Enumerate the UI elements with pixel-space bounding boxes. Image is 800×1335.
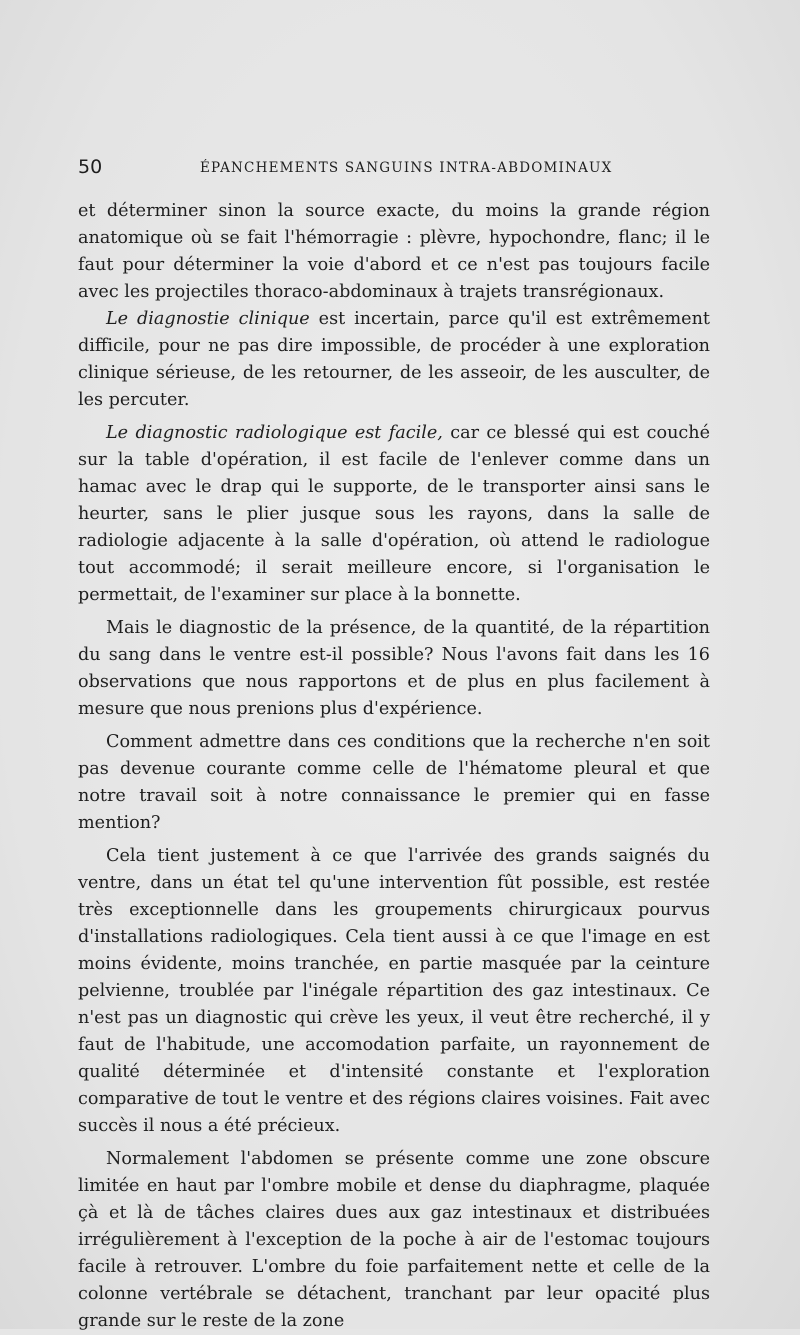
paragraph-text: est incertain, parce qu'il est extrêmement difficile, pour ne pas dire impossible, de procéder à une exploration clinique sérieuse, de les retourner, de les asseoir, de les ausculter, de les percuter. [78, 309, 710, 410]
paragraph-text: Mais le diagnostic de la présence, de la quantité, de la répartition du sang dans le ventre est-il possible? Nous l'avons fait dans les 16 observations que nous rapportons et de plus en plus facilement à mesure que nous prenions plus d'expérience. [78, 618, 710, 719]
paragraph-text: et déterminer sinon la source exacte, du moins la grande région anatomique où se fait l'hémorragie : plèvre, hypochondre, flanc; il le faut pour déterminer la voie d'abord et ce n'est pas toujours facile avec les projectiles thoraco-abdominaux à trajets transrégionaux. [78, 201, 710, 302]
page-header [78, 156, 710, 186]
page-number: 50 [78, 156, 103, 178]
paragraph-continuation [78, 198, 710, 306]
italic-heading: Le diagnostic radiologique est facile, [106, 423, 443, 443]
paragraph-text: car ce blessé qui est couché sur la table d'opération, il est facile de l'enlever comme dans un hamac avec le drap qui le supporte, de le transporter ainsi sans le heurter, sans le plier jusque sous les rayons, dans la salle de radiologie adjacente à la salle d'opération, où attend le radiologue tout accommodé; il serait meilleure encore, si l'organisation le permettait, de l'examiner sur place à la bonnette. [78, 423, 710, 605]
running-title: ÉPANCHEMENTS SANGUINS INTRA-ABDOMINAUX [200, 160, 613, 176]
body-text [78, 198, 710, 1335]
paragraph-normal-abdomen [78, 1146, 710, 1335]
paragraph-radiological-diagnosis [78, 420, 710, 609]
paragraph-clinical-diagnosis [78, 306, 710, 414]
paragraph-text: Comment admettre dans ces conditions que la recherche n'en soit pas devenue courante comme celle de l'hématome pleural et que notre travail soit à notre connaissance le premier qui en fasse mention? [78, 732, 710, 833]
paragraph-explanation [78, 843, 710, 1140]
paragraph-text: Normalement l'abdomen se présente comme une zone obscure limitée en haut par l'ombre mobile et dense du diaphragme, plaquée çà et là de tâches claires dues aux gaz intestinaux et distribuées irrégulièrement à l'exception de la poche à air de l'estomac toujours facile à retrouver. L'ombre du foie parfaitement nette et celle de la colonne vertébrale se détachent, tranchant par leur opacité plus grande sur le reste de la zone [78, 1149, 710, 1331]
paragraph-why-not-common [78, 729, 710, 837]
paragraph-text: Cela tient justement à ce que l'arrivée des grands saignés du ventre, dans un état tel qu'une intervention fût possible, est restée très exceptionnelle dans les groupements chirurgicaux pourvus d'installations radiologiques. Cela tient aussi à ce que l'image en est moins évidente, moins tranchée, en partie masquée par la ceinture pelvienne, troublée par l'inégale répartition des gaz intestinaux. Ce n'est pas un diagnostic qui crève les yeux, il veut être recherché, il y faut de l'habitude, une accomodation parfaite, un rayonnement de qualité déterminée et d'intensité constante et l'exploration comparative de tout le ventre et des régions claires voisines. Fait avec succès il nous a été précieux. [78, 846, 710, 1136]
italic-heading: Le diagnostie clinique [106, 309, 310, 329]
paragraph-blood-diagnosis [78, 615, 710, 723]
